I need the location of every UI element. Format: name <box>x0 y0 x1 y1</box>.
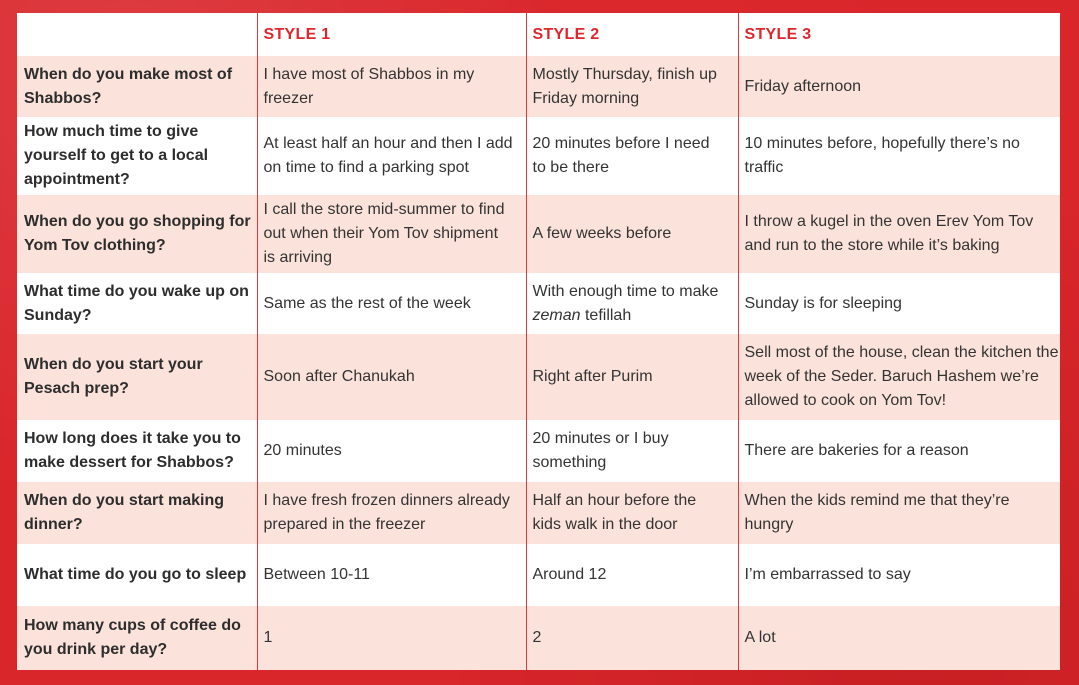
table-row <box>17 544 1060 606</box>
question-cell: When do you start your Pesach prep? <box>17 334 257 420</box>
question-cell: How long does it take you to make dessert for Shabbos? <box>17 420 257 482</box>
style-3-cell: There are bakeries for a reason <box>738 420 1060 482</box>
style-1-cell: I call the store mid-summer to find out when their Yom Tov shipment is arriving <box>257 195 526 273</box>
table-row <box>17 273 1060 334</box>
style-1-cell: Between 10-11 <box>257 544 526 606</box>
style-3-cell: When the kids remind me that they’re hungry <box>738 482 1060 544</box>
style-3-cell: I throw a kugel in the oven Erev Yom Tov and run to the store while it’s baking <box>738 195 1060 273</box>
style-3-cell: Sell most of the house, clean the kitchen the week of the Seder. Baruch Hashem we’re allowed to cook on Yom Tov! <box>738 334 1060 420</box>
question-cell: What time do you wake up on Sunday? <box>17 273 257 334</box>
table-row <box>17 195 1060 273</box>
header-row <box>17 13 1060 56</box>
style-3-cell: Sunday is for sleeping <box>738 273 1060 334</box>
question-cell: What time do you go to sleep <box>17 544 257 606</box>
style-2-cell: With enough time to make zeman tefillah <box>526 273 738 334</box>
style-3-cell: Friday afternoon <box>738 56 1060 117</box>
question-cell: How many cups of coffee do you drink per day? <box>17 606 257 670</box>
header-style-1: STYLE 1 <box>257 13 526 56</box>
table-row <box>17 117 1060 195</box>
question-cell: How much time to give yourself to get to a local appointment? <box>17 117 257 195</box>
style-1-cell: I have most of Shabbos in my freezer <box>257 56 526 117</box>
question-cell: When do you go shopping for Yom Tov clothing? <box>17 195 257 273</box>
italic-word: zeman <box>532 306 581 324</box>
table-row <box>17 334 1060 420</box>
header-style-2: STYLE 2 <box>526 13 738 56</box>
style-1-cell: At least half an hour and then I add on time to find a parking spot <box>257 117 526 195</box>
style-2-cell: Around 12 <box>526 544 738 606</box>
style-2-cell: Half an hour before the kids walk in the door <box>526 482 738 544</box>
style-2-cell: A few weeks before <box>526 195 738 273</box>
style-2-cell: 20 minutes or I buy something <box>526 420 738 482</box>
style-1-cell: Same as the rest of the week <box>257 273 526 334</box>
question-cell: When do you start making dinner? <box>17 482 257 544</box>
style-2-cell: Mostly Thursday, finish up Friday morning <box>526 56 738 117</box>
table-row <box>17 56 1060 117</box>
style-3-cell: 10 minutes before, hopefully there’s no traffic <box>738 117 1060 195</box>
style-2-cell: 2 <box>526 606 738 670</box>
question-cell: When do you make most of Shabbos? <box>17 56 257 117</box>
style-3-cell: I’m embarrassed to say <box>738 544 1060 606</box>
style-2-cell: 20 minutes before I need to be there <box>526 117 738 195</box>
style-2-cell: Right after Purim <box>526 334 738 420</box>
style-3-cell: A lot <box>738 606 1060 670</box>
header-style-3: STYLE 3 <box>738 13 1060 56</box>
table-row <box>17 420 1060 482</box>
comparison-table-card <box>17 13 1060 670</box>
style-1-cell: I have fresh frozen dinners already prepared in the freezer <box>257 482 526 544</box>
comparison-table <box>17 13 1060 670</box>
style-1-cell: Soon after Chanukah <box>257 334 526 420</box>
style-1-cell: 20 minutes <box>257 420 526 482</box>
style-1-cell: 1 <box>257 606 526 670</box>
table-row <box>17 606 1060 670</box>
header-empty <box>17 13 257 56</box>
table-row <box>17 482 1060 544</box>
